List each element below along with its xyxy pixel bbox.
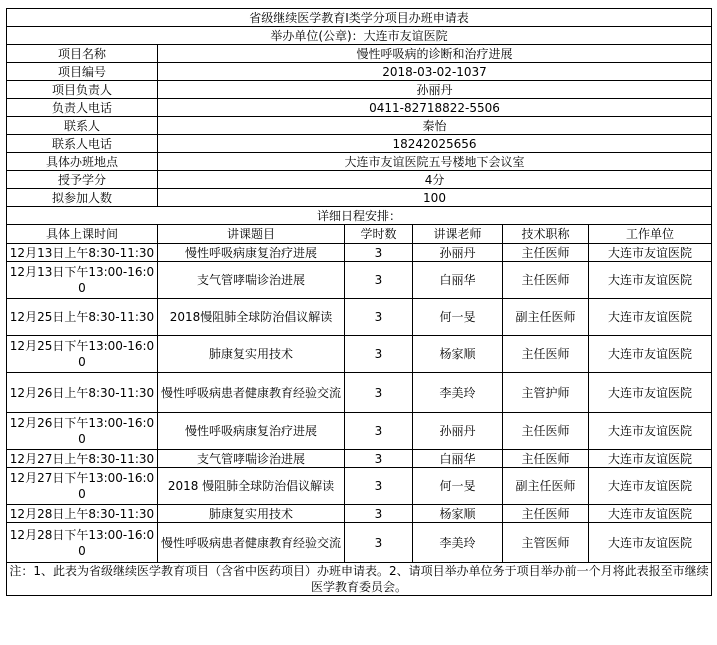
schedule-row — [7, 468, 712, 505]
info-row — [7, 117, 712, 135]
organizer: 举办单位(公章)：大连市友谊医院 — [7, 27, 712, 45]
schedule-unit: 大连市友谊医院 — [589, 505, 712, 523]
schedule-teacher: 杨家顺 — [413, 336, 503, 373]
schedule-time: 12月26日上午8:30-11:30 — [7, 373, 158, 413]
schedule-title: 主任医师 — [503, 413, 589, 450]
schedule-hours: 3 — [345, 450, 413, 468]
schedule-row — [7, 450, 712, 468]
schedule-unit: 大连市友谊医院 — [589, 373, 712, 413]
schedule-title: 主任医师 — [503, 336, 589, 373]
info-value: 2018-03-02-1037 — [158, 63, 712, 81]
schedule-row — [7, 336, 712, 373]
schedule-heading: 详细日程安排： — [7, 207, 712, 225]
schedule-unit: 大连市友谊医院 — [589, 244, 712, 262]
schedule-unit: 大连市友谊医院 — [589, 336, 712, 373]
schedule-hours: 3 — [345, 505, 413, 523]
info-value: 18242025656 — [158, 135, 712, 153]
schedule-title: 副主任医师 — [503, 299, 589, 336]
schedule-teacher: 何一旻 — [413, 468, 503, 505]
schedule-unit: 大连市友谊医院 — [589, 413, 712, 450]
schedule-hours: 3 — [345, 468, 413, 505]
schedule-hours: 3 — [345, 373, 413, 413]
schedule-row — [7, 244, 712, 262]
schedule-row — [7, 262, 712, 299]
info-label: 负责人电话 — [7, 99, 158, 117]
schedule-teacher: 杨家顺 — [413, 505, 503, 523]
info-label: 拟参加人数 — [7, 189, 158, 207]
info-label: 联系人 — [7, 117, 158, 135]
column-header: 学时数 — [345, 225, 413, 244]
info-value: 大连市友谊医院五号楼地下会议室 — [158, 153, 712, 171]
schedule-title: 副主任医师 — [503, 468, 589, 505]
info-label: 项目负责人 — [7, 81, 158, 99]
schedule-unit: 大连市友谊医院 — [589, 450, 712, 468]
schedule-title: 主任医师 — [503, 244, 589, 262]
info-row — [7, 153, 712, 171]
schedule-topic: 慢性呼吸病患者健康教育经验交流 — [158, 523, 345, 563]
schedule-teacher: 孙丽丹 — [413, 244, 503, 262]
schedule-hours: 3 — [345, 523, 413, 563]
schedule-title: 主管护师 — [503, 373, 589, 413]
schedule-time: 12月27日上午8:30-11:30 — [7, 450, 158, 468]
column-header: 技术职称 — [503, 225, 589, 244]
schedule-title: 主任医师 — [503, 505, 589, 523]
schedule-heading-row — [7, 207, 712, 225]
schedule-time: 12月25日下午13:00-16:00 — [7, 336, 158, 373]
schedule-topic: 肺康复实用技术 — [158, 336, 345, 373]
schedule-teacher: 何一旻 — [413, 299, 503, 336]
info-value: 孙丽丹 — [158, 81, 712, 99]
schedule-teacher: 李美玲 — [413, 523, 503, 563]
schedule-topic: 慢性呼吸病患者健康教育经验交流 — [158, 373, 345, 413]
info-row — [7, 99, 712, 117]
schedule-row — [7, 505, 712, 523]
info-row — [7, 135, 712, 153]
schedule-title: 主任医师 — [503, 262, 589, 299]
schedule-title: 主管医师 — [503, 523, 589, 563]
schedule-title: 主任医师 — [503, 450, 589, 468]
schedule-time: 12月25日上午8:30-11:30 — [7, 299, 158, 336]
schedule-hours: 3 — [345, 244, 413, 262]
schedule-row — [7, 523, 712, 563]
info-value: 4分 — [158, 171, 712, 189]
note-row — [7, 563, 712, 596]
schedule-topic: 支气管哮喘诊治进展 — [158, 262, 345, 299]
schedule-topic: 慢性呼吸病康复治疗进展 — [158, 244, 345, 262]
footnote: 注：1、此表为省级继续医学教育项目（含省中医药项目）办班申请表。2、请项目举办单位务于项目举办前一个月将此表报至市继续医学教育委员会。 — [7, 563, 712, 596]
info-value: 100 — [158, 189, 712, 207]
schedule-teacher: 李美玲 — [413, 373, 503, 413]
column-header: 讲课题目 — [158, 225, 345, 244]
info-label: 项目名称 — [7, 45, 158, 63]
info-row — [7, 81, 712, 99]
schedule-row — [7, 373, 712, 413]
info-row — [7, 45, 712, 63]
schedule-row — [7, 413, 712, 450]
schedule-topic: 2018慢阻肺全球防治倡议解读 — [158, 299, 345, 336]
schedule-topic: 支气管哮喘诊治进展 — [158, 450, 345, 468]
info-row — [7, 189, 712, 207]
info-value: 秦怡 — [158, 117, 712, 135]
schedule-unit: 大连市友谊医院 — [589, 468, 712, 505]
title-row — [7, 9, 712, 27]
info-label: 具体办班地点 — [7, 153, 158, 171]
schedule-time: 12月28日上午8:30-11:30 — [7, 505, 158, 523]
schedule-row — [7, 299, 712, 336]
info-value: 0411-82718822-5506 — [158, 99, 712, 117]
info-label: 项目编号 — [7, 63, 158, 81]
schedule-teacher: 白丽华 — [413, 450, 503, 468]
schedule-time: 12月26日下午13:00-16:00 — [7, 413, 158, 450]
column-header: 讲课老师 — [413, 225, 503, 244]
schedule-teacher: 白丽华 — [413, 262, 503, 299]
info-value: 慢性呼吸病的诊断和治疗进展 — [158, 45, 712, 63]
schedule-teacher: 孙丽丹 — [413, 413, 503, 450]
schedule-hours: 3 — [345, 336, 413, 373]
schedule-header-row — [7, 225, 712, 244]
schedule-time: 12月27日下午13:00-16:00 — [7, 468, 158, 505]
schedule-time: 12月28日下午13:00-16:00 — [7, 523, 158, 563]
schedule-unit: 大连市友谊医院 — [589, 523, 712, 563]
schedule-time: 12月13日上午8:30-11:30 — [7, 244, 158, 262]
schedule-topic: 肺康复实用技术 — [158, 505, 345, 523]
application-form-table — [6, 8, 712, 596]
schedule-topic: 慢性呼吸病康复治疗进展 — [158, 413, 345, 450]
organizer-row — [7, 27, 712, 45]
schedule-hours: 3 — [345, 262, 413, 299]
info-row — [7, 171, 712, 189]
info-label: 授予学分 — [7, 171, 158, 189]
schedule-time: 12月13日下午13:00-16:00 — [7, 262, 158, 299]
schedule-hours: 3 — [345, 413, 413, 450]
info-label: 联系人电话 — [7, 135, 158, 153]
column-header: 具体上课时间 — [7, 225, 158, 244]
column-header: 工作单位 — [589, 225, 712, 244]
info-row — [7, 63, 712, 81]
schedule-unit: 大连市友谊医院 — [589, 299, 712, 336]
schedule-topic: 2018 慢阻肺全球防治倡议解读 — [158, 468, 345, 505]
form-title: 省级继续医学教育Ⅰ类学分项目办班申请表 — [7, 9, 712, 27]
schedule-hours: 3 — [345, 299, 413, 336]
schedule-unit: 大连市友谊医院 — [589, 262, 712, 299]
